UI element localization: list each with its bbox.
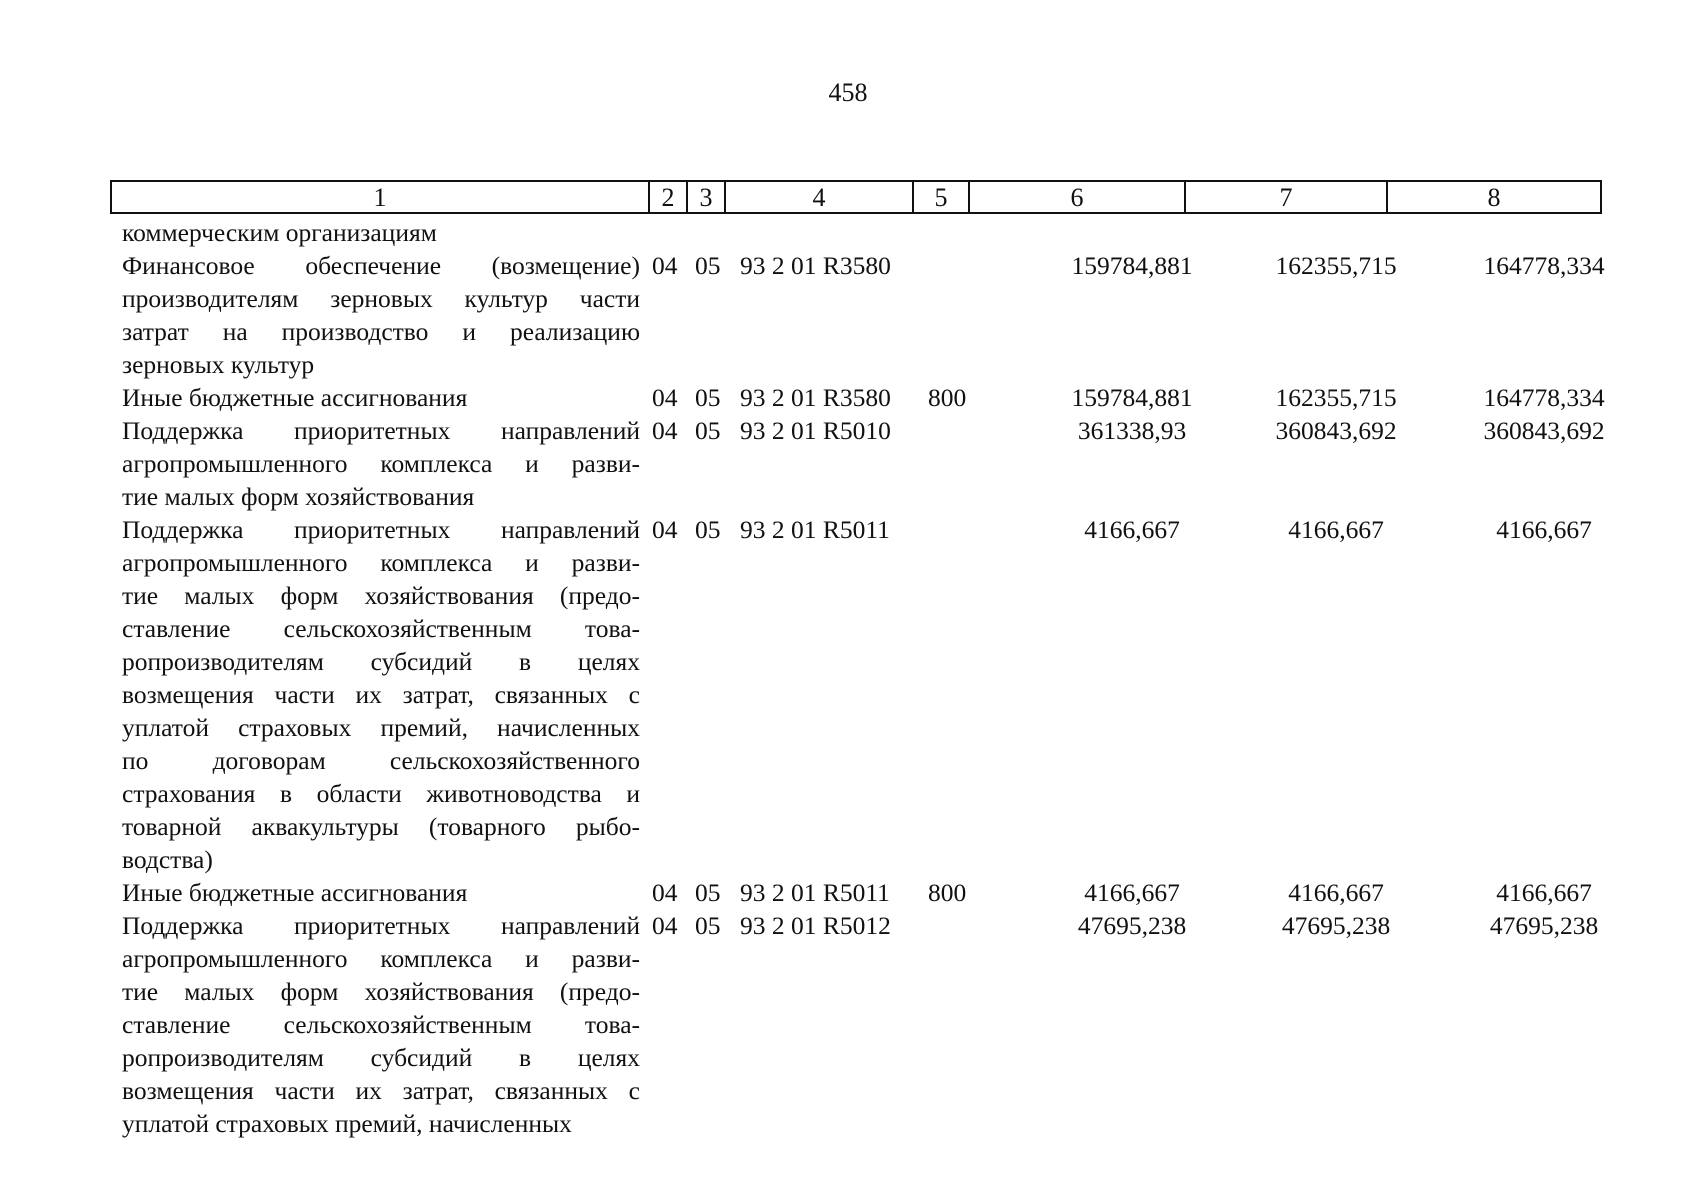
cell-col-2: 04 — [652, 416, 678, 445]
description-line: коммерческим организациям — [122, 218, 437, 247]
cell-col-4: 93 2 01 R3580 — [740, 383, 891, 412]
cell-col-5: 800 — [928, 383, 967, 412]
table-header — [110, 180, 1602, 214]
header-col-2: 2 — [648, 182, 686, 212]
description-line: возмещения части их затрат, связанных с — [122, 1076, 640, 1105]
cell-col-7: 162355,715 — [1275, 383, 1397, 412]
cell-col-4: 93 2 01 R5011 — [740, 515, 890, 544]
table-row — [110, 381, 1605, 414]
table-row — [110, 414, 1605, 513]
cell-col-2: 04 — [652, 878, 678, 907]
cell-col-2: 04 — [652, 251, 678, 280]
description-line: производителям зерновых культур части — [122, 284, 640, 313]
cell-col-3: 05 — [695, 251, 721, 280]
cell-col-3: 05 — [695, 383, 721, 412]
header-col-7: 7 — [1184, 182, 1386, 212]
description-line: тие малых форм хозяйствования (предо- — [122, 977, 640, 1006]
description-line: Поддержка приоритетных направлений — [122, 416, 640, 445]
description-line: Поддержка приоритетных направлений — [122, 911, 640, 940]
description-line: водства) — [122, 845, 213, 874]
cell-col-6: 361338,93 — [1077, 416, 1187, 445]
cell-col-3: 05 — [695, 515, 721, 544]
description-line: Поддержка приоритетных направлений — [122, 515, 640, 544]
header-col-6: 6 — [968, 182, 1184, 212]
description-line: тие малых форм хозяйствования — [122, 482, 475, 511]
cell-col-8: 360843,692 — [1483, 416, 1605, 445]
description-line: уплатой страховых премий, начисленных — [122, 1109, 572, 1138]
description-line: ропроизводителям субсидий в целях — [122, 1043, 640, 1072]
cell-col-8: 4166,667 — [1496, 515, 1592, 544]
description-line: Иные бюджетные ассигнования — [122, 383, 468, 412]
description-line: ставление сельскохозяйственным това- — [122, 614, 640, 643]
description-line: уплатой страховых премий, начисленных — [122, 713, 640, 742]
cell-col-8: 47695,238 — [1489, 911, 1599, 940]
cell-col-4: 93 2 01 R5012 — [740, 911, 891, 940]
table-row — [110, 876, 1602, 909]
cell-col-7: 47695,238 — [1281, 911, 1391, 940]
description-line: страхования в области животноводства и — [122, 779, 640, 808]
row-description — [122, 381, 640, 414]
cell-col-8: 4166,667 — [1496, 878, 1592, 907]
cell-col-7: 360843,692 — [1275, 416, 1397, 445]
row-description — [122, 249, 640, 381]
description-line: ставление сельскохозяйственным това- — [122, 1010, 640, 1039]
description-line: Иные бюджетные ассигнования — [122, 878, 468, 907]
cell-col-2: 04 — [652, 911, 678, 940]
page-number: 458 — [828, 78, 868, 107]
table-body — [110, 216, 1605, 1140]
description-line: товарной аквакультуры (товарного рыбо- — [122, 812, 640, 841]
table-row — [110, 513, 1602, 876]
row-description — [122, 909, 640, 1140]
cell-col-5: 800 — [928, 878, 967, 907]
cell-col-6: 159784,881 — [1071, 251, 1193, 280]
description-line: агропромышленного комплекса и разви- — [122, 548, 640, 577]
cell-col-8: 164778,334 — [1483, 383, 1605, 412]
description-line: агропромышленного комплекса и разви- — [122, 449, 640, 478]
cell-col-4: 93 2 01 R3580 — [740, 251, 891, 280]
description-line: агропромышленного комплекса и разви- — [122, 944, 640, 973]
description-line: зерновых культур — [122, 350, 315, 379]
cell-col-2: 04 — [652, 515, 678, 544]
header-col-3: 3 — [686, 182, 724, 212]
description-line: ропроизводителям субсидий в целях — [122, 647, 640, 676]
cell-col-4: 93 2 01 R5011 — [740, 878, 890, 907]
cell-col-6: 47695,238 — [1077, 911, 1187, 940]
row-description — [122, 216, 640, 249]
header-col-1: 1 — [373, 183, 387, 212]
cell-col-3: 05 — [695, 878, 721, 907]
cell-col-8: 164778,334 — [1483, 251, 1605, 280]
cell-col-6: 4166,667 — [1084, 878, 1180, 907]
cell-col-2: 04 — [652, 383, 678, 412]
table-row — [110, 216, 1602, 249]
cell-col-6: 159784,881 — [1071, 383, 1193, 412]
header-col-8: 8 — [1386, 182, 1600, 212]
cell-col-7: 4166,667 — [1288, 515, 1384, 544]
header-col-5: 5 — [912, 182, 968, 212]
cell-col-3: 05 — [695, 416, 721, 445]
cell-col-4: 93 2 01 R5010 — [740, 416, 891, 445]
description-line: по договорам сельскохозяйственного — [122, 746, 640, 775]
cell-col-7: 4166,667 — [1288, 878, 1384, 907]
description-line: тие малых форм хозяйствования (предо- — [122, 581, 640, 610]
description-line: Финансовое обеспечение (возмещение) — [122, 251, 640, 280]
cell-col-7: 162355,715 — [1275, 251, 1397, 280]
header-col-4: 4 — [724, 182, 912, 212]
cell-col-6: 4166,667 — [1084, 515, 1180, 544]
row-description — [122, 513, 640, 876]
description-line: затрат на производство и реализацию — [122, 317, 640, 346]
row-description — [122, 414, 640, 513]
cell-col-3: 05 — [695, 911, 721, 940]
table-row — [110, 249, 1605, 381]
row-description — [122, 876, 640, 909]
table-row — [110, 909, 1602, 1140]
description-line: возмещения части их затрат, связанных с — [122, 680, 640, 709]
